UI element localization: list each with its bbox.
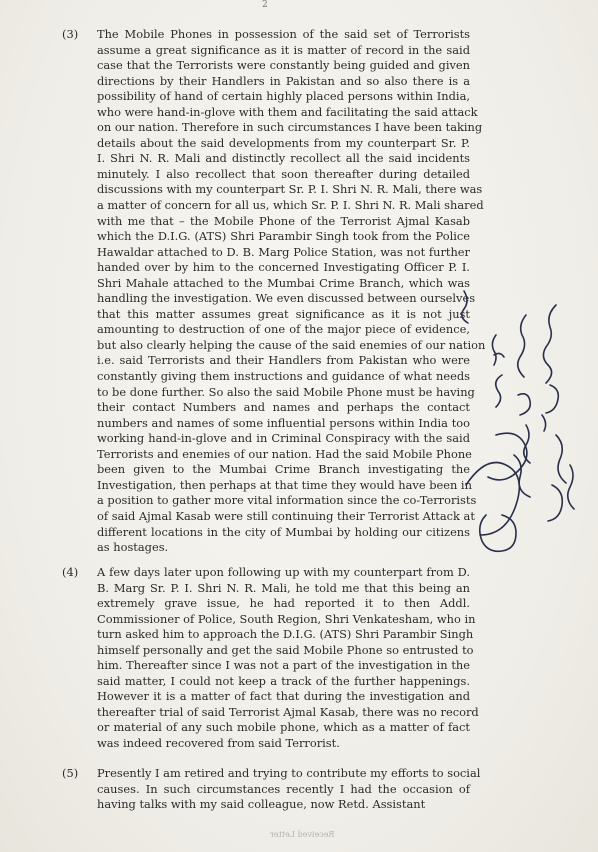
paragraph-4: [62, 565, 479, 752]
paragraph-text: [97, 766, 481, 813]
text-line: on our nation. Therefore in such circumstances I have been taking: [97, 120, 483, 135]
text-line: or material of any such mobile phone, which as a matter of fact: [97, 720, 470, 735]
text-line: minutely. I also recollect that soon thereafter during detailed: [97, 166, 470, 181]
text-line: to be done further. So also the said Mobile Phone must be having: [97, 384, 475, 399]
text-line: was indeed recovered from said Terrorist.: [97, 736, 340, 751]
text-line: case that the Terrorists were constantly being guided and given: [97, 58, 470, 73]
text-line: constantly giving them instructions and guidance of what needs: [97, 369, 470, 384]
text-line: said matter, I could not keep a track of the further happenings.: [97, 673, 470, 688]
text-line: amounting to destruction of one of the major piece of evidence,: [97, 322, 470, 337]
text-line: extremely grave issue, he had reported it to then Addl.: [97, 596, 470, 611]
text-line: Hawaldar attached to D. B. Marg Police Station, was not further: [97, 244, 470, 259]
text-line: which the D.I.G. (ATS) Shri Parambir Singh took from the Police: [97, 229, 470, 244]
text-line: assume a great significance as it is matter of record in the said: [97, 42, 470, 57]
text-line: details about the said developments from my counterpart Sr. P.: [97, 135, 470, 150]
text-line: turn asked him to approach the D.I.G. (ATS) Shri Parambir Singh: [97, 627, 474, 642]
text-line: their contact Numbers and names and perhaps the contact: [97, 400, 470, 415]
text-line: However it is a matter of fact that during the investigation and: [97, 689, 470, 704]
page-mark: 2: [262, 0, 268, 10]
paragraph-text: [97, 565, 479, 752]
text-line: numbers and names of some influential persons within India too: [97, 415, 470, 430]
paragraph-text: [97, 27, 486, 556]
text-line: Presently I am retired and trying to contribute my efforts to social: [97, 766, 481, 780]
text-line: Shri Mahale attached to the Mumbai Crime Branch, which was: [97, 275, 470, 290]
text-line: possibility of hand of certain highly placed persons within India,: [97, 89, 470, 104]
text-line: thereafter trial of said Terrorist Ajmal Kasab, there was no record: [97, 704, 479, 719]
text-line: A few days later upon following up with my counterpart from D.: [97, 565, 470, 579]
text-line: different locations in the city of Mumbai by holding our citizens: [97, 524, 470, 539]
text-line: himself personally and get the said Mobile Phone so entrusted to: [97, 642, 474, 657]
text-line: I. Shri N. R. Mali and distinctly recollect all the said incidents: [97, 151, 470, 166]
text-line: discussions with my counterpart Sr. P. I. Shri N. R. Mali, there was: [97, 182, 483, 197]
text-line: having talks with my said colleague, now Retd. Assistant: [97, 797, 426, 812]
text-line: causes. In such circumstances recently I had the occasion of: [97, 781, 470, 796]
text-line: handling the investigation. We even discussed between ourselves: [97, 291, 476, 306]
text-line: B. Marg Sr. P. I. Shri N. R. Mali, he told me that this being an: [97, 580, 470, 595]
paragraph-number: (4): [62, 565, 79, 579]
text-line: Terrorists and enemies of our nation. Had the said Mobile Phone: [97, 446, 472, 461]
text-line: i.e. said Terrorists and their Handlers from Pakistan who were: [97, 353, 470, 368]
text-line: with me that – the Mobile Phone of the Terrorist Ajmal Kasab: [97, 213, 470, 228]
handwritten-signature: [456, 285, 584, 565]
text-line: that this matter assumes great significance as it is not just: [97, 306, 470, 321]
text-line: been given to the Mumbai Crime Branch investigating the: [97, 462, 470, 477]
paragraph-number: (5): [62, 766, 79, 780]
text-line: a position to gather more vital information since the co-Terrorists: [97, 493, 477, 508]
text-line: who were hand-in-glove with them and facilitating the said attack: [97, 104, 478, 119]
text-line: The Mobile Phones in possession of the said set of Terrorists: [97, 27, 470, 41]
text-line: Investigation, then perhaps at that time they would have been in: [97, 477, 472, 492]
paragraph-5: [62, 766, 481, 813]
text-line: of said Ajmal Kasab were still continuing their Terrorist Attack at: [97, 508, 475, 523]
paragraph-3: [62, 27, 486, 556]
text-line: working hand-in-glove and in Criminal Conspiracy with the said: [97, 431, 470, 446]
paragraph-number: (3): [62, 27, 79, 41]
text-line: but also clearly helping the cause of the said enemies of our nation: [97, 337, 486, 352]
text-line: him. Thereafter since I was not a part of the investigation in the: [97, 658, 470, 673]
text-line: a matter of concern for all us, which Sr. P. I. Shri N. R. Mali shared: [97, 198, 484, 213]
text-line: handed over by him to the concerned Investigating Officer P. I.: [97, 260, 470, 275]
text-line: directions by their Handlers in Pakistan and so also there is a: [97, 73, 470, 88]
text-line: Commissioner of Police, South Region, Shri Venkatesham, who in: [97, 611, 476, 626]
footer-stamp: Received Letter: [270, 830, 335, 839]
text-line: as hostages.: [97, 540, 169, 555]
